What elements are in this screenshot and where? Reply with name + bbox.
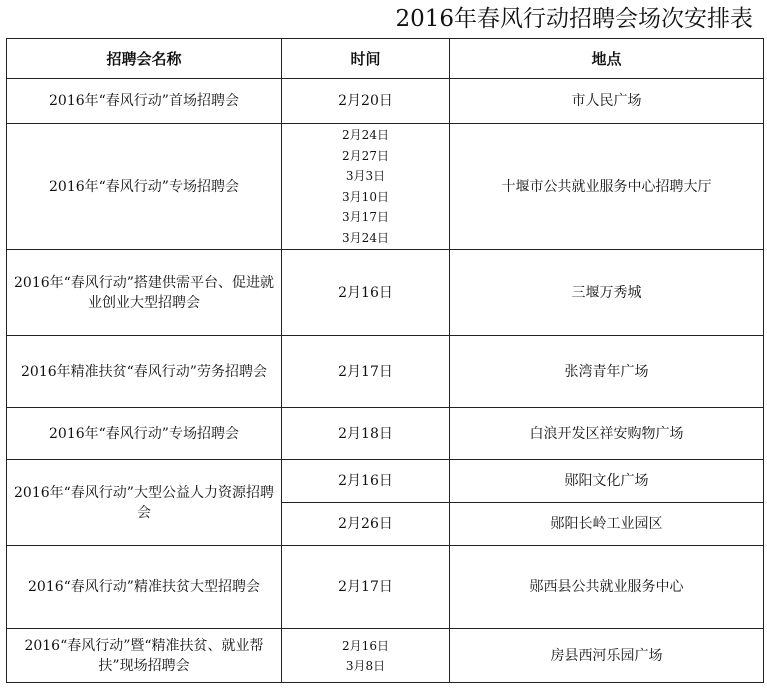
fair-name: 2016年“春风行动”专场招聘会 [7,408,282,460]
schedule-table [6,38,764,683]
fair-time: 2月24日 [342,128,389,142]
page-title: 2016年春风行动招聘会场次安排表 [395,6,753,32]
table-row [7,124,764,250]
fair-name: 2016年“春风行动”首场招聘会 [7,79,282,124]
fair-time: 2月18日 [282,408,450,460]
fair-time: 3月17日 [342,210,389,224]
fair-place: 市人民广场 [450,79,764,124]
table-row [7,546,764,629]
fair-place: 房县西河乐园广场 [450,629,764,683]
fair-name: 2016年精准扶贫“春风行动”劳务招聘会 [7,336,282,408]
fair-time-list [282,124,450,250]
fair-name: 2016“春风行动”暨“精准扶贫、就业帮扶”现场招聘会 [7,629,282,683]
table-row [7,79,764,124]
fair-time: 3月10日 [342,189,389,204]
fair-place: 三堰万秀城 [450,250,764,336]
fair-time-list [282,629,450,683]
fair-place: 郧阳文化广场 [450,460,764,503]
fair-place: 张湾青年广场 [450,336,764,408]
table-row [7,250,764,336]
fair-name: 2016“春风行动”精准扶贫大型招聘会 [7,546,282,629]
table-row [7,336,764,408]
header-place: 地点 [450,39,764,79]
fair-time: 2月17日 [282,546,450,629]
fair-place: 十堰市公共就业服务中心招聘大厅 [450,124,764,250]
fair-time: 2月20日 [282,79,450,124]
table-row [7,460,764,503]
header-time: 时间 [282,39,450,79]
fair-place: 郧西县公共就业服务中心 [450,546,764,629]
table-row [7,408,764,460]
fair-time: 2月16日 [342,638,389,653]
fair-place: 白浪开发区祥安购物广场 [450,408,764,460]
fair-time: 3月3日 [345,169,386,183]
header-row [7,39,764,79]
fair-time: 3月24日 [342,230,389,245]
fair-name: 2016年“春风行动”大型公益人力资源招聘会 [7,460,282,546]
fair-time: 2月16日 [282,460,450,503]
header-name: 招聘会名称 [7,39,282,79]
fair-place: 郧阳长岭工业园区 [450,503,764,546]
fair-time: 2月17日 [282,336,450,408]
fair-time: 3月8日 [345,658,386,673]
table-row [7,629,764,683]
fair-time: 2月27日 [342,148,389,163]
fair-time: 2月26日 [282,503,450,546]
fair-time: 2月16日 [282,250,450,336]
fair-name: 2016年“春风行动”搭建供需平台、促进就业创业大型招聘会 [7,250,282,336]
fair-name: 2016年“春风行动”专场招聘会 [7,124,282,250]
